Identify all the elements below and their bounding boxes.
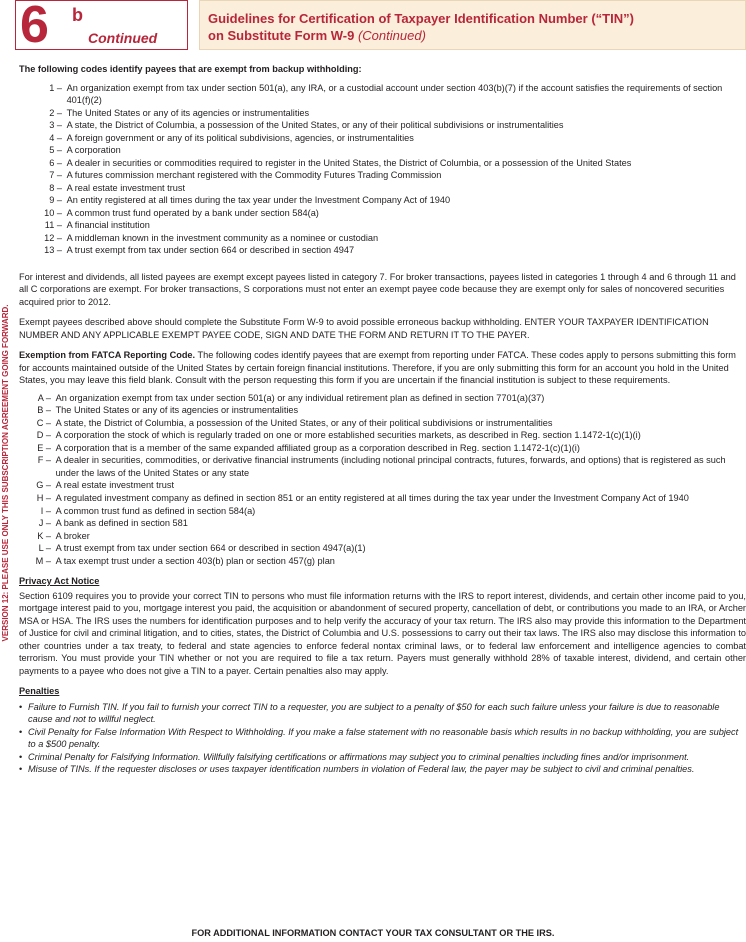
fatca-code-item-text: A common trust fund as defined in section 584(a) [55,505,256,516]
exempt-code-item-code: 11 – [44,220,62,231]
fatca-heading: Exemption from FATCA Reporting Code. [19,350,196,361]
exempt-code-item-code: 4 – [49,132,62,143]
exempt-code-item [19,169,746,182]
exempt-payees-intro: The following codes identify payees that are exempt from backup withholding: [19,64,362,74]
exempt-code-item-text: An organization exempt from tax under section 501(a), any IRA, or a custodial account under section 403(b)(7) if the account satisfies the requirements of section 401(f)(2) [66,82,723,106]
fatca-code-item-text: A trust exempt from tax under section 664 or described in section 4947(a)(1) [55,543,366,554]
fatca-code-item [19,517,746,530]
exempt-code-item [19,207,746,220]
fatca-code-item-code: L – [38,543,51,554]
fatca-code-item-code: G – [36,480,51,491]
fatca-code-item [19,417,746,430]
section-superscript: b [72,5,83,25]
fatca-code-item-text: A corporation that is a member of the same expanded affiliated group as a corporation described in Reg. section 1.1472-1(c)(1)(i) [55,442,580,453]
exempt-code-item-code: 5 – [49,145,62,156]
exempt-code-item-code: 1 – [49,82,62,93]
fatca-code-item [19,404,746,417]
penalty-item [19,726,746,751]
exempt-code-item-text: An entity registered at all times during the tax year under the Investment Company Act of 1940 [66,195,451,206]
exempt-code-item-text: A dealer in securities or commodities required to register in the United States, the District of Columbia, or a possession of the United States [66,157,632,168]
exempt-code-item-text: The United States or any of its agencies or instrumentalities [66,107,310,118]
exempt-code-item-text: A foreign government or any of its political subdivisions, agencies, or instrumentalities [66,132,414,143]
fatca-code-item-code: M – [35,555,51,566]
exempt-code-item [19,244,746,257]
version-side-text: VERSION 12: PLEASE USE ONLY THIS SUBSCRIPTION AGREEMENT GOING FORWARD. [1,304,10,642]
exempt-code-item [19,182,746,195]
penalties-list [19,701,746,776]
exempt-code-item-code: 6 – [49,157,62,168]
exempt-code-item-code: 13 – [44,245,62,256]
fatca-code-item-code: F – [37,455,51,466]
document-body [19,63,746,776]
exempt-code-item-text: A corporation [66,145,121,156]
fatca-code-item [19,429,746,442]
fatca-code-item-text: A broker [55,530,90,541]
exempt-code-item-text: A financial institution [66,220,150,231]
exempt-code-item-text: A middleman known in the investment community as a nominee or custodian [66,232,379,243]
exempt-code-item-code: 12 – [44,232,62,243]
section-badge [15,0,188,54]
fatca-code-item [19,542,746,555]
fatca-code-item-code: J – [38,518,51,529]
privacy-heading: Privacy Act Notice [19,576,100,587]
page-title-line2-text: on Substitute Form W-9 [208,28,355,43]
fatca-intro-text: The following codes identify payees that are exempt from reporting under FATCA. These codes apply to persons submitting this form for accounts maintained outside of the United States by certain foreign financial institutions. Therefore, if you are only submitting this form for an account you hold in the United States, you may leave this field blank. Consult with the person requesting this form if you are uncertain if the financial institution is subject to these requirements. [19,350,736,386]
fatca-code-item [19,392,746,405]
fatca-code-item-code: B – [37,405,51,416]
fatca-code-item [19,555,746,568]
fatca-code-item-text: A real estate investment trust [55,480,175,491]
penalty-item [19,751,746,764]
exempt-code-item [19,194,746,207]
fatca-code-item-code: C – [36,417,51,428]
page-title-line1: Guidelines for Certification of Taxpayer Identification Number (“TIN”) [208,11,634,26]
penalty-item [19,701,746,726]
section-continued-label: Continued [88,30,158,46]
exempt-code-item [19,144,746,157]
exempt-code-item-code: 2 – [49,107,62,118]
privacy-text: Section 6109 requires you to provide your correct TIN to persons who must file information returns with the IRS to report interest, dividends, and certain other income paid to you, mortgage interest paid to you, mortgage interest you paid, the acquisition or abandonment of secured property, cancellation of debt, or contributions you made to an IRA, or Archer MSA or HSA. The IRS uses the numbers for identification purposes and to help verify the accuracy of your tax return. The IRS also may provide this information to the Department of Justice for civil and criminal litigation, and to cities, states, the District of Columbia and U.S. possessions to carry out their tax laws. The IRS also may disclose this information to other countries under a tax treaty, to federal and state agencies to enforce federal nontax criminal laws, or to federal law enforcement and intelligence agencies to combat terrorism. You must provide your TIN whether or not you are required to file a tax return. Payers must generally withhold 28% of taxable interest, dividend, and certain other payments to a payee who does not give a TIN to a payer. Certain penalties also may apply. [19,590,746,676]
exempt-code-item-code: 10 – [44,207,62,218]
fatca-code-item-code: D – [36,430,51,441]
page-title-continued: (Continued) [357,28,426,43]
exempt-code-item [19,132,746,145]
penalty-text: Failure to Furnish TIN. If you fail to furnish your correct TIN to a requester, you are subject to a penalty of $50 for each such failure unless your failure is due to reasonable cause and not to willful neglect. [28,701,720,725]
fatca-code-item [19,454,746,479]
section-number: 6 [20,0,48,54]
exempt-code-item-text: A common trust fund operated by a bank under section 584(a) [66,207,319,218]
fatca-code-item-text: A bank as defined in section 581 [55,518,188,529]
exempt-code-item-text: A state, the District of Columbia, a possession of the United States, or any of their political subdivisions or instrumentalities [66,120,564,131]
fatca-code-item-text: An organization exempt from tax under section 501(a) or any individual retirement plan as defined in section 7701(a)(37) [55,392,545,403]
exempt-para-interest: For interest and dividends, all listed payees are exempt except payees listed in category 7. For broker transactions, payees listed in categories 1 through 4 and 6 through 11 and all C corporations are exempt. For broker transactions, S corporations must not enter an exempt payee code because they are exempt only for sales of noncovered securities acquired prior to 2012. [19,271,736,307]
fatca-code-item [19,530,746,543]
bullet-icon: • [19,726,23,737]
page-title-line2 [208,27,745,44]
exempt-payee-code-list [19,82,746,257]
exempt-code-item [19,119,746,132]
fatca-code-item-code: E – [37,442,51,453]
bullet-icon: • [19,764,23,775]
fatca-code-item-code: A – [37,392,51,403]
exempt-code-item [19,82,746,107]
exempt-para-instructions: Exempt payees described above should complete the Substitute Form W-9 to avoid possible erroneous backup withholding. ENTER YOUR TAXPAYER IDENTIFICATION NUMBER AND ANY APPLICABLE EXEMPT PAYEE CODE, SIGN AND DATE THE FORM AND RETURN IT TO THE PAYER. [19,317,709,340]
exempt-code-item-text: A real estate investment trust [66,182,186,193]
exempt-code-item [19,232,746,245]
exempt-code-item-code: 7 – [49,170,62,181]
exempt-code-item [19,157,746,170]
penalty-text: Civil Penalty for False Information With Respect to Withholding. If you make a false statement with no reasonable basis which results in no backup withholding, you are subject to a $500 penalty. [28,726,739,750]
fatca-code-item-code: H – [36,492,51,503]
exempt-code-item-code: 3 – [49,120,62,131]
exempt-code-item-text: A trust exempt from tax under section 664 or described in section 4947 [66,245,355,256]
fatca-code-item [19,479,746,492]
fatca-code-list [19,392,746,567]
penalty-text: Misuse of TINs. If the requester discloses or uses taxpayer identification numbers in violation of Federal law, the payer may be subject to civil and criminal penalties. [28,764,695,775]
exempt-code-item [19,219,746,232]
exempt-code-item-code: 9 – [49,195,62,206]
fatca-code-item-code: K – [37,530,51,541]
page-title [199,0,746,50]
fatca-intro [19,349,746,387]
exempt-code-item-code: 8 – [49,182,62,193]
penalty-text: Criminal Penalty for Falsifying Information. Willfully falsifying certifications or affirmations may subject you to criminal penalties including fines and/or imprisonment. [28,751,690,762]
fatca-code-item-text: A dealer in securities, commodities, or derivative financial instruments (including notional principal contracts, futures, forwards, and options) that is registered as such under the laws of the United States or any state [55,455,726,478]
fatca-code-item-text: The United States or any of its agencies or instrumentalities [55,405,299,416]
bullet-icon: • [19,751,23,762]
penalties-heading: Penalties [19,686,60,697]
exempt-code-item-text: A futures commission merchant registered with the Commodity Futures Trading Commission [66,170,442,181]
fatca-code-item-text: A regulated investment company as defined in section 851 or an entity registered at all times during the tax year under the Investment Company Act of 1940 [55,492,689,503]
fatca-code-item [19,442,746,455]
fatca-code-item [19,505,746,518]
fatca-code-item [19,492,746,505]
fatca-code-item-text: A corporation the stock of which is regularly traded on one or more established securities markets, as described in Reg. section 1.1472-1(c)(1)(i) [55,430,641,441]
fatca-code-item-code: I – [40,505,51,516]
fatca-code-item-text: A state, the District of Columbia, a possession of the United States, or any of their political subdivisions or instrumentalities [55,417,553,428]
bullet-icon: • [19,701,23,712]
penalty-item [19,763,746,776]
footer-note: FOR ADDITIONAL INFORMATION CONTACT YOUR TAX CONSULTANT OR THE IRS. [191,928,555,938]
fatca-code-item-text: A tax exempt trust under a section 403(b) plan or section 457(g) plan [55,555,335,566]
exempt-code-item [19,107,746,120]
